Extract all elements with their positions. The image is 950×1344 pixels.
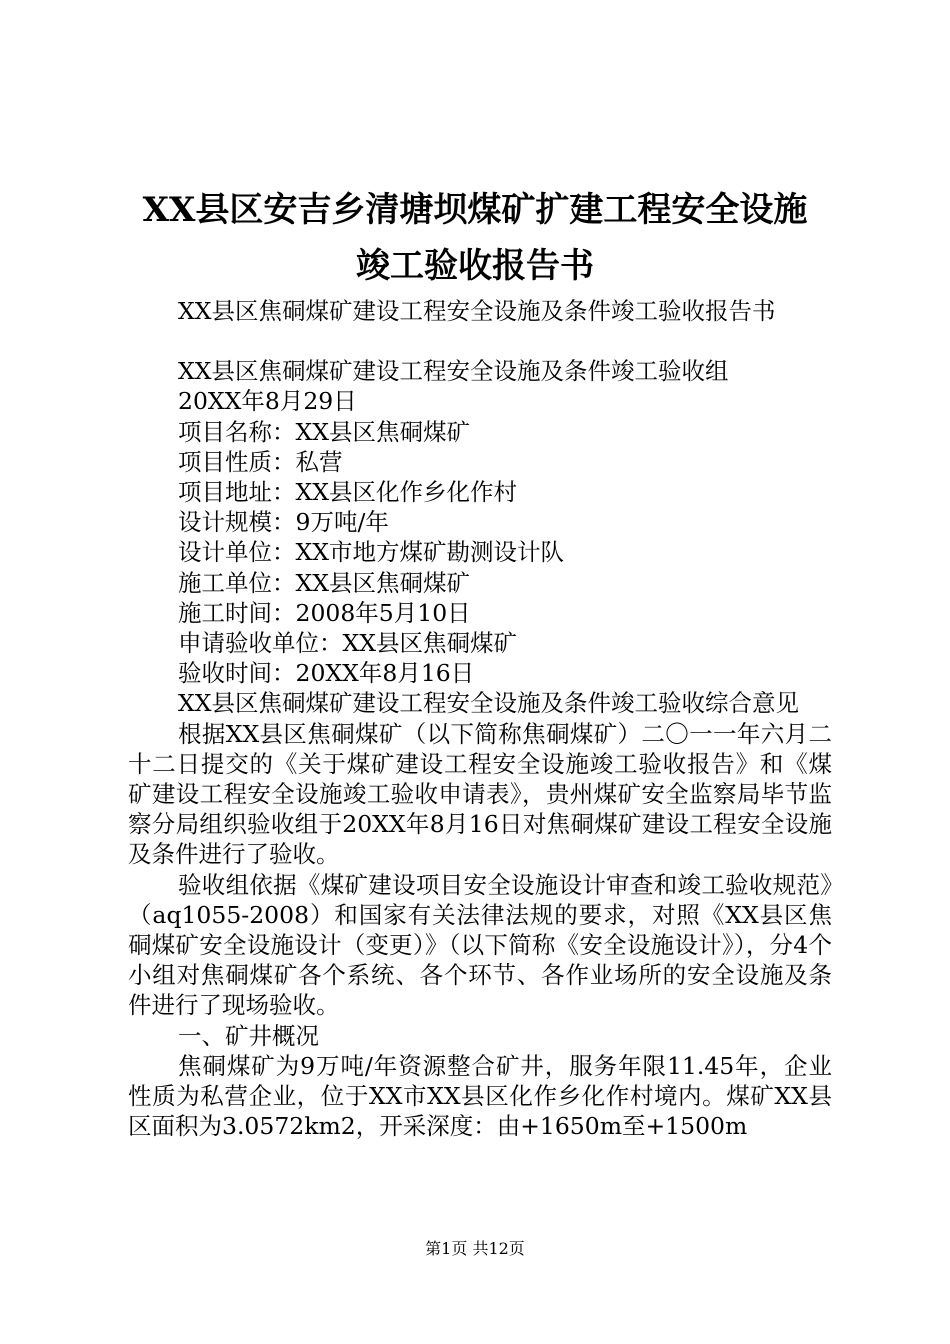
field-design-scale: 设计规模：9万吨/年 (178, 508, 389, 537)
field-acceptance-time: 验收时间：20XX年8月16日 (178, 659, 475, 688)
document-body (128, 296, 832, 1141)
section-heading-1: 一、矿井概况 (178, 1021, 319, 1050)
field-project-address: 项目地址：XX县区化作乡化作村 (178, 478, 517, 507)
field-project-name: 项目名称：XX县区焦硐煤矿 (178, 417, 470, 446)
report-date: 20XX年8月29日 (178, 387, 357, 416)
subtitle: XX县区焦硐煤矿建设工程安全设施及条件竣工验收报告书 (178, 297, 776, 325)
paragraph-3: 焦硐煤矿为9万吨/年资源整合矿井，服务年限11.45年，企业性质为私营企业，位于XX市XX县区化作乡化作村境内。煤矿XX县区面积为3.0572km2，开采深度：由+1650m至+1500m (128, 1051, 832, 1141)
group-name: XX县区焦硐煤矿建设工程安全设施及条件竣工验收组 (178, 357, 729, 386)
blank-line (128, 326, 832, 356)
document-title-line2: 竣工验收报告书 (356, 246, 594, 286)
paragraph-2: 验收组依据《煤矿建设项目安全设施设计审查和竣工验收规范》（aq1055-2008）和国家有关法律法规的要求，对照《XX县区焦硐煤矿安全设施设计（变更）》（以下简称《安全设施设计》），分4个小组对焦硐煤矿各个系统、各个环节、各作业场所的安全设施及条件进行了现场验收。 (128, 870, 832, 1020)
field-design-unit: 设计单位：XX市地方煤矿勘测设计队 (178, 538, 564, 567)
field-project-nature: 项目性质：私营 (178, 447, 343, 476)
document-title-line1: XX县区安吉乡清塘坝煤矿扩建工程安全设施 (142, 190, 808, 230)
page-footer: 第1页 共12页 (425, 1239, 525, 1258)
paragraph-1: 根据XX县区焦硐煤矿（以下简称焦硐煤矿）二〇一一年六月二十二日提交的《关于煤矿建设工程安全设施竣工验收报告》和《煤矿建设工程安全设施竣工验收申请表》，贵州煤矿安全监察局毕节监察分局组织验收组于20XX年8月16日对焦硐煤矿建设工程安全设施及条件进行了验收。 (128, 719, 832, 869)
field-construction-time: 施工时间：2008年5月10日 (178, 598, 471, 627)
field-construction-unit: 施工单位：XX县区焦硐煤矿 (178, 568, 470, 597)
field-applicant-unit: 申请验收单位：XX县区焦硐煤矿 (178, 629, 517, 658)
opinion-heading: XX县区焦硐煤矿建设工程安全设施及条件竣工验收综合意见 (178, 689, 799, 718)
